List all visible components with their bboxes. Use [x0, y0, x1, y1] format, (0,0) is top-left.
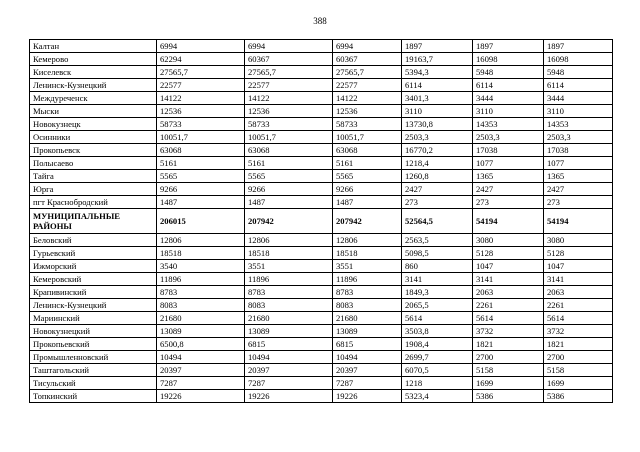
value-cell: 3080 — [544, 234, 613, 247]
value-cell: 54194 — [473, 209, 544, 234]
value-cell: 17038 — [473, 144, 544, 157]
table-body — [30, 40, 613, 403]
row-name-cell: Кемерово — [30, 53, 157, 66]
value-cell: 2427 — [544, 183, 613, 196]
value-cell: 5948 — [473, 66, 544, 79]
value-cell: 1699 — [473, 377, 544, 390]
row-name-cell: Промышленновский — [30, 351, 157, 364]
row-name-cell: Гурьевский — [30, 247, 157, 260]
value-cell: 3551 — [245, 260, 333, 273]
value-cell: 63068 — [157, 144, 245, 157]
value-cell: 1849,3 — [402, 286, 473, 299]
value-cell: 18518 — [333, 247, 402, 260]
value-cell: 5565 — [245, 170, 333, 183]
value-cell: 1897 — [544, 40, 613, 53]
value-cell: 5323,4 — [402, 390, 473, 403]
table-row — [30, 92, 613, 105]
data-table — [29, 39, 613, 403]
table-row — [30, 79, 613, 92]
value-cell: 1047 — [473, 260, 544, 273]
value-cell: 2065,5 — [402, 299, 473, 312]
row-name-cell: Осинники — [30, 131, 157, 144]
row-name-cell: Междуреченск — [30, 92, 157, 105]
table-row — [30, 131, 613, 144]
value-cell: 10494 — [245, 351, 333, 364]
value-cell: 5614 — [402, 312, 473, 325]
value-cell: 7287 — [245, 377, 333, 390]
value-cell: 1365 — [544, 170, 613, 183]
value-cell: 1487 — [333, 196, 402, 209]
value-cell: 6114 — [402, 79, 473, 92]
value-cell: 20397 — [245, 364, 333, 377]
value-cell: 58733 — [245, 118, 333, 131]
row-name-cell: Тисульский — [30, 377, 157, 390]
value-cell: 21680 — [333, 312, 402, 325]
value-cell: 14122 — [333, 92, 402, 105]
value-cell: 13089 — [157, 325, 245, 338]
row-name-cell: Новокузнецк — [30, 118, 157, 131]
value-cell: 5128 — [473, 247, 544, 260]
value-cell: 5158 — [473, 364, 544, 377]
value-cell: 6070,5 — [402, 364, 473, 377]
value-cell: 27565,7 — [333, 66, 402, 79]
value-cell: 6994 — [333, 40, 402, 53]
value-cell: 19226 — [245, 390, 333, 403]
value-cell: 14122 — [245, 92, 333, 105]
value-cell: 22577 — [245, 79, 333, 92]
table-row — [30, 390, 613, 403]
value-cell: 3732 — [544, 325, 613, 338]
value-cell: 6114 — [544, 79, 613, 92]
value-cell: 9266 — [245, 183, 333, 196]
value-cell: 10051,7 — [157, 131, 245, 144]
table-row — [30, 144, 613, 157]
value-cell: 63068 — [245, 144, 333, 157]
value-cell: 1218 — [402, 377, 473, 390]
value-cell: 10494 — [157, 351, 245, 364]
value-cell: 2503,3 — [473, 131, 544, 144]
value-cell: 20397 — [157, 364, 245, 377]
table-row — [30, 105, 613, 118]
value-cell: 3551 — [333, 260, 402, 273]
table-row — [30, 299, 613, 312]
value-cell: 60367 — [333, 53, 402, 66]
value-cell: 10051,7 — [245, 131, 333, 144]
value-cell: 1487 — [157, 196, 245, 209]
value-cell: 5128 — [544, 247, 613, 260]
table-row — [30, 40, 613, 53]
value-cell: 2503,3 — [544, 131, 613, 144]
value-cell: 2063 — [473, 286, 544, 299]
value-cell: 19226 — [333, 390, 402, 403]
value-cell: 3141 — [473, 273, 544, 286]
value-cell: 1260,8 — [402, 170, 473, 183]
table-row — [30, 351, 613, 364]
value-cell: 63068 — [333, 144, 402, 157]
value-cell: 60367 — [245, 53, 333, 66]
value-cell: 2261 — [473, 299, 544, 312]
value-cell: 3401,3 — [402, 92, 473, 105]
table-row — [30, 364, 613, 377]
value-cell: 1077 — [544, 157, 613, 170]
value-cell: 273 — [473, 196, 544, 209]
table-row — [30, 118, 613, 131]
value-cell: 207942 — [333, 209, 402, 234]
value-cell: 3540 — [157, 260, 245, 273]
value-cell: 3444 — [473, 92, 544, 105]
row-name-cell: Кемеровский — [30, 273, 157, 286]
value-cell: 3110 — [544, 105, 613, 118]
value-cell: 2063 — [544, 286, 613, 299]
row-name-cell: Мариинский — [30, 312, 157, 325]
value-cell: 1821 — [473, 338, 544, 351]
row-name-cell: Прокопьевск — [30, 144, 157, 157]
value-cell: 2261 — [544, 299, 613, 312]
value-cell: 16098 — [544, 53, 613, 66]
value-cell: 1897 — [473, 40, 544, 53]
value-cell: 54194 — [544, 209, 613, 234]
row-name-cell: Полысаево — [30, 157, 157, 170]
value-cell: 3080 — [473, 234, 544, 247]
value-cell: 2700 — [473, 351, 544, 364]
value-cell: 12536 — [157, 105, 245, 118]
value-cell: 19226 — [157, 390, 245, 403]
value-cell: 16770,2 — [402, 144, 473, 157]
value-cell: 11896 — [157, 273, 245, 286]
row-name-cell: Топкинский — [30, 390, 157, 403]
value-cell: 8083 — [245, 299, 333, 312]
value-cell: 9266 — [157, 183, 245, 196]
value-cell: 860 — [402, 260, 473, 273]
value-cell: 12536 — [245, 105, 333, 118]
value-cell: 18518 — [157, 247, 245, 260]
value-cell: 8783 — [245, 286, 333, 299]
value-cell: 13089 — [333, 325, 402, 338]
table-row — [30, 338, 613, 351]
row-name-cell: Киселевск — [30, 66, 157, 79]
table-row — [30, 170, 613, 183]
value-cell: 2700 — [544, 351, 613, 364]
value-cell: 14122 — [157, 92, 245, 105]
value-cell: 6994 — [245, 40, 333, 53]
value-cell: 3503,8 — [402, 325, 473, 338]
value-cell: 5565 — [157, 170, 245, 183]
value-cell: 5386 — [544, 390, 613, 403]
value-cell: 2427 — [402, 183, 473, 196]
value-cell: 6994 — [157, 40, 245, 53]
value-cell: 5614 — [544, 312, 613, 325]
row-name-cell: Ленинск-Кузнецкий — [30, 79, 157, 92]
page-number: 388 — [313, 16, 327, 26]
value-cell: 8083 — [333, 299, 402, 312]
value-cell: 58733 — [333, 118, 402, 131]
table-row — [30, 157, 613, 170]
value-cell: 2503,3 — [402, 131, 473, 144]
value-cell: 5386 — [473, 390, 544, 403]
value-cell: 3141 — [402, 273, 473, 286]
row-name-cell: пгт Краснобродский — [30, 196, 157, 209]
value-cell: 13089 — [245, 325, 333, 338]
row-name-cell: Ленинск-Кузнецкий — [30, 299, 157, 312]
value-cell: 12806 — [333, 234, 402, 247]
row-name-cell: Мыски — [30, 105, 157, 118]
value-cell: 3444 — [544, 92, 613, 105]
value-cell: 8083 — [157, 299, 245, 312]
value-cell: 20397 — [333, 364, 402, 377]
value-cell: 11896 — [245, 273, 333, 286]
row-name-cell: Тайга — [30, 170, 157, 183]
table-row — [30, 273, 613, 286]
table-row — [30, 234, 613, 247]
value-cell: 2427 — [473, 183, 544, 196]
table-row — [30, 66, 613, 79]
value-cell: 10051,7 — [333, 131, 402, 144]
value-cell: 62294 — [157, 53, 245, 66]
table-row — [30, 196, 613, 209]
value-cell: 22577 — [333, 79, 402, 92]
table-row — [30, 312, 613, 325]
value-cell: 10494 — [333, 351, 402, 364]
value-cell: 7287 — [157, 377, 245, 390]
row-name-cell: Новокузнецкий — [30, 325, 157, 338]
value-cell: 273 — [544, 196, 613, 209]
value-cell: 17038 — [544, 144, 613, 157]
value-cell: 5948 — [544, 66, 613, 79]
value-cell: 5565 — [333, 170, 402, 183]
value-cell: 273 — [402, 196, 473, 209]
value-cell: 1047 — [544, 260, 613, 273]
table-row — [30, 247, 613, 260]
value-cell: 52564,5 — [402, 209, 473, 234]
value-cell: 14353 — [544, 118, 613, 131]
row-name-cell: Крапивинский — [30, 286, 157, 299]
value-cell: 6114 — [473, 79, 544, 92]
value-cell: 7287 — [333, 377, 402, 390]
value-cell: 206015 — [157, 209, 245, 234]
value-cell: 5161 — [333, 157, 402, 170]
value-cell: 1218,4 — [402, 157, 473, 170]
value-cell: 12536 — [333, 105, 402, 118]
value-cell: 6500,8 — [157, 338, 245, 351]
row-name-cell: Прокопьевский — [30, 338, 157, 351]
value-cell: 22577 — [157, 79, 245, 92]
value-cell: 5161 — [157, 157, 245, 170]
value-cell: 19163,7 — [402, 53, 473, 66]
value-cell: 6815 — [245, 338, 333, 351]
value-cell: 9266 — [333, 183, 402, 196]
value-cell: 5161 — [245, 157, 333, 170]
value-cell: 3110 — [402, 105, 473, 118]
value-cell: 21680 — [245, 312, 333, 325]
row-name-cell: Ижморский — [30, 260, 157, 273]
value-cell: 1699 — [544, 377, 613, 390]
value-cell: 13730,8 — [402, 118, 473, 131]
value-cell: 5158 — [544, 364, 613, 377]
value-cell: 5098,5 — [402, 247, 473, 260]
value-cell: 18518 — [245, 247, 333, 260]
table-row — [30, 260, 613, 273]
value-cell: 2699,7 — [402, 351, 473, 364]
value-cell: 3141 — [544, 273, 613, 286]
row-name-cell: Юрга — [30, 183, 157, 196]
value-cell: 11896 — [333, 273, 402, 286]
row-name-cell: Таштагольский — [30, 364, 157, 377]
value-cell: 14353 — [473, 118, 544, 131]
value-cell: 1821 — [544, 338, 613, 351]
value-cell: 3732 — [473, 325, 544, 338]
value-cell: 58733 — [157, 118, 245, 131]
value-cell: 8783 — [333, 286, 402, 299]
value-cell: 1487 — [245, 196, 333, 209]
value-cell: 1897 — [402, 40, 473, 53]
value-cell: 5614 — [473, 312, 544, 325]
table-row — [30, 325, 613, 338]
row-name-cell: Беловский — [30, 234, 157, 247]
value-cell: 12806 — [157, 234, 245, 247]
value-cell: 21680 — [157, 312, 245, 325]
value-cell: 5394,3 — [402, 66, 473, 79]
table-row — [30, 183, 613, 196]
table-row — [30, 286, 613, 299]
value-cell: 207942 — [245, 209, 333, 234]
row-name-cell: МУНИЦИПАЛЬНЫЕ РАЙОНЫ — [30, 209, 157, 234]
table-row — [30, 377, 613, 390]
value-cell: 3110 — [473, 105, 544, 118]
table-row — [30, 53, 613, 66]
value-cell: 1908,4 — [402, 338, 473, 351]
value-cell: 27565,7 — [245, 66, 333, 79]
value-cell: 8783 — [157, 286, 245, 299]
value-cell: 1365 — [473, 170, 544, 183]
value-cell: 1077 — [473, 157, 544, 170]
value-cell: 6815 — [333, 338, 402, 351]
value-cell: 12806 — [245, 234, 333, 247]
value-cell: 2563,5 — [402, 234, 473, 247]
table-row-total — [30, 209, 613, 234]
row-name-cell: Калтан — [30, 40, 157, 53]
value-cell: 16098 — [473, 53, 544, 66]
value-cell: 27565,7 — [157, 66, 245, 79]
